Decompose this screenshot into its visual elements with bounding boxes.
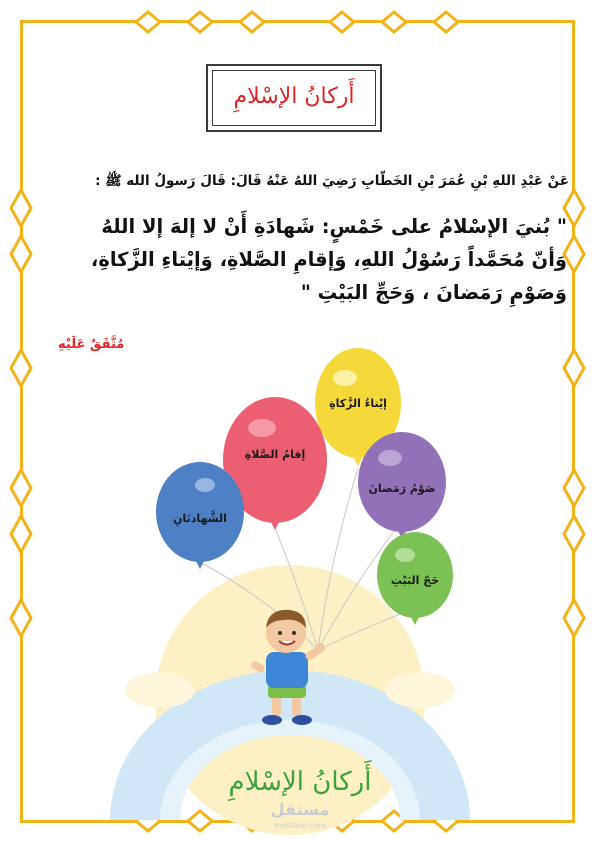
balloon-sawm	[358, 432, 446, 539]
boy-shoe	[292, 715, 312, 725]
boy-shoe	[262, 715, 282, 725]
hadith-line-3: وَصَوْمِ رَمَضانَ ، وَحَجِّ البَيْتِ "	[300, 281, 567, 304]
boy-shirt	[266, 652, 308, 688]
hadith-line-1: " بُنيَ الإسْلامُ على خَمْسٍ: شَهادَةِ أَنْ لا إلهَ إلا اللهُ	[101, 215, 567, 238]
balloon-shahada	[156, 462, 244, 569]
balloon-highlight	[378, 450, 402, 466]
balloon-highlight	[195, 478, 215, 492]
balloon-label-sawm: صَوْمُ رَمَضانَ	[368, 482, 436, 495]
balloon-label-hajj: حَجّ البَيْتِ	[390, 574, 440, 587]
hadith-reference: مُتَّفَقٌ عَلَيْهِ	[58, 337, 125, 352]
cloud	[125, 672, 195, 708]
cloud	[385, 672, 455, 708]
watermark-logo: مستقل	[270, 800, 330, 819]
balloon-knot	[271, 522, 279, 530]
boy-eye	[278, 631, 282, 635]
balloon-label-shahada: الشَّهادتَانِ	[173, 512, 227, 525]
balloon-label-zakat: إيْتاءُ الزَّكاةِ	[329, 397, 387, 410]
page-title: أَركانُ الإسْلامِ	[233, 84, 355, 109]
boy-hand	[315, 643, 325, 653]
balloon-knot	[196, 561, 204, 569]
balloon-highlight	[395, 548, 415, 562]
balloon-highlight	[333, 370, 357, 386]
hadith-narrator: عَنْ عَبْدِ اللهِ بْنِ عُمَرَ بْنِ الخَطّابِ رَضِيَ اللهُ عَنْهُ قَالَ: قَالَ رَسولُ الله ﷺ :	[95, 173, 569, 189]
boy-eye	[292, 631, 296, 635]
balloon-highlight	[248, 419, 276, 437]
bottom-title: أَركانُ الإسْلامِ	[228, 767, 372, 797]
watermark-url: mostaql.com	[274, 821, 326, 830]
hadith-line-2: وَأنّ مُحَمَّداً رَسُوْلُ اللهِ، وَإقامِ الصَّلاةِ، وَإيْتاءِ الزَّكاةِ،	[90, 248, 567, 271]
balloon-label-salah: إقامُ الصَّلاةِ	[244, 448, 306, 461]
balloon-knot	[411, 617, 419, 625]
